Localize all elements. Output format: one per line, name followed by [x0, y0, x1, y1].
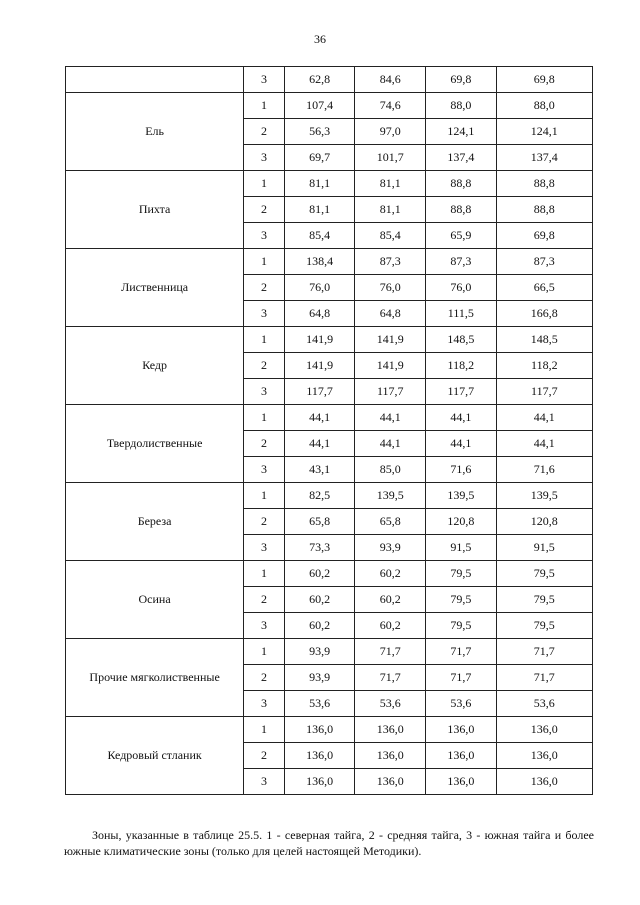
zone-cell: 1	[244, 249, 285, 275]
value-cell: 136,0	[426, 743, 497, 769]
value-cell: 141,9	[355, 327, 426, 353]
value-cell: 136,0	[496, 717, 592, 743]
species-cell: Пихта	[66, 171, 244, 249]
value-cell: 88,0	[426, 93, 497, 119]
value-cell: 64,8	[355, 301, 426, 327]
page-number: 36	[314, 32, 326, 46]
species-cell: Твердолиственные	[66, 405, 244, 483]
species-table	[65, 66, 593, 795]
value-cell: 117,7	[426, 379, 497, 405]
zone-cell: 3	[244, 223, 285, 249]
value-cell: 64,8	[284, 301, 355, 327]
value-cell: 82,5	[284, 483, 355, 509]
value-cell: 81,1	[355, 171, 426, 197]
zone-cell: 1	[244, 639, 285, 665]
zone-cell: 2	[244, 665, 285, 691]
value-cell: 65,8	[284, 509, 355, 535]
zone-cell: 1	[244, 483, 285, 509]
value-cell: 136,0	[426, 769, 497, 795]
value-cell: 60,2	[355, 587, 426, 613]
value-cell: 88,8	[426, 171, 497, 197]
zone-cell: 3	[244, 301, 285, 327]
zone-cell: 2	[244, 431, 285, 457]
zone-cell: 2	[244, 587, 285, 613]
value-cell: 79,5	[496, 613, 592, 639]
value-cell: 71,7	[426, 665, 497, 691]
value-cell: 44,1	[426, 405, 497, 431]
value-cell: 91,5	[426, 535, 497, 561]
zone-cell: 3	[244, 769, 285, 795]
value-cell: 69,8	[496, 223, 592, 249]
zone-cell: 2	[244, 509, 285, 535]
value-cell: 81,1	[284, 171, 355, 197]
value-cell: 43,1	[284, 457, 355, 483]
zone-cell: 1	[244, 93, 285, 119]
value-cell: 136,0	[496, 743, 592, 769]
value-cell: 60,2	[355, 561, 426, 587]
value-cell: 166,8	[496, 301, 592, 327]
value-cell: 117,7	[355, 379, 426, 405]
value-cell: 136,0	[496, 769, 592, 795]
value-cell: 71,7	[355, 639, 426, 665]
table-row	[66, 717, 593, 743]
table-row	[66, 483, 593, 509]
value-cell: 91,5	[496, 535, 592, 561]
value-cell: 136,0	[355, 743, 426, 769]
value-cell: 141,9	[284, 327, 355, 353]
value-cell: 73,3	[284, 535, 355, 561]
table-row	[66, 249, 593, 275]
zone-cell: 3	[244, 145, 285, 171]
value-cell: 120,8	[496, 509, 592, 535]
value-cell: 84,6	[355, 67, 426, 93]
value-cell: 139,5	[426, 483, 497, 509]
value-cell: 44,1	[426, 431, 497, 457]
zone-cell: 1	[244, 171, 285, 197]
table-row	[66, 171, 593, 197]
value-cell: 137,4	[496, 145, 592, 171]
value-cell: 85,0	[355, 457, 426, 483]
value-cell: 71,7	[496, 639, 592, 665]
species-cell: Лиственница	[66, 249, 244, 327]
value-cell: 65,9	[426, 223, 497, 249]
value-cell: 87,3	[496, 249, 592, 275]
value-cell: 81,1	[284, 197, 355, 223]
zone-cell: 3	[244, 613, 285, 639]
value-cell: 141,9	[355, 353, 426, 379]
table-row	[66, 639, 593, 665]
value-cell: 71,6	[426, 457, 497, 483]
zone-cell: 2	[244, 275, 285, 301]
value-cell: 60,2	[284, 587, 355, 613]
value-cell: 71,6	[496, 457, 592, 483]
value-cell: 79,5	[426, 613, 497, 639]
value-cell: 53,6	[284, 691, 355, 717]
value-cell: 136,0	[284, 743, 355, 769]
value-cell: 44,1	[355, 431, 426, 457]
value-cell: 74,6	[355, 93, 426, 119]
value-cell: 44,1	[496, 431, 592, 457]
zone-cell: 3	[244, 535, 285, 561]
value-cell: 56,3	[284, 119, 355, 145]
value-cell: 88,0	[496, 93, 592, 119]
value-cell: 136,0	[426, 717, 497, 743]
value-cell: 136,0	[284, 717, 355, 743]
value-cell: 79,5	[426, 561, 497, 587]
table-row	[66, 93, 593, 119]
value-cell: 87,3	[426, 249, 497, 275]
species-cell: Осина	[66, 561, 244, 639]
value-cell: 93,9	[355, 535, 426, 561]
zone-cell: 1	[244, 327, 285, 353]
value-cell: 71,7	[426, 639, 497, 665]
value-cell: 44,1	[284, 405, 355, 431]
value-cell: 53,6	[355, 691, 426, 717]
value-cell: 79,5	[426, 587, 497, 613]
value-cell: 69,8	[426, 67, 497, 93]
value-cell: 53,6	[426, 691, 497, 717]
table-row	[66, 561, 593, 587]
value-cell: 62,8	[284, 67, 355, 93]
table-row	[66, 405, 593, 431]
value-cell: 124,1	[426, 119, 497, 145]
value-cell: 139,5	[496, 483, 592, 509]
zone-cell: 2	[244, 743, 285, 769]
value-cell: 60,2	[284, 561, 355, 587]
value-cell: 93,9	[284, 639, 355, 665]
value-cell: 148,5	[426, 327, 497, 353]
value-cell: 137,4	[426, 145, 497, 171]
value-cell: 139,5	[355, 483, 426, 509]
value-cell: 118,2	[426, 353, 497, 379]
value-cell: 69,7	[284, 145, 355, 171]
zone-cell: 2	[244, 119, 285, 145]
zone-cell: 3	[244, 379, 285, 405]
value-cell: 53,6	[496, 691, 592, 717]
value-cell: 124,1	[496, 119, 592, 145]
value-cell: 138,4	[284, 249, 355, 275]
value-cell: 85,4	[284, 223, 355, 249]
value-cell: 111,5	[426, 301, 497, 327]
value-cell: 76,0	[284, 275, 355, 301]
value-cell: 136,0	[284, 769, 355, 795]
value-cell: 44,1	[496, 405, 592, 431]
value-cell: 136,0	[355, 769, 426, 795]
footnote: Зоны, указанные в таблице 25.5. 1 - северная тайга, 2 - средняя тайга, 3 - южная тайга и более южные климатические зоны (только для целей настоящей Методики).	[64, 828, 594, 858]
value-cell: 141,9	[284, 353, 355, 379]
zone-cell: 2	[244, 197, 285, 223]
value-cell: 81,1	[355, 197, 426, 223]
value-cell: 88,8	[496, 171, 592, 197]
value-cell: 97,0	[355, 119, 426, 145]
zone-cell: 2	[244, 353, 285, 379]
zone-cell: 3	[244, 67, 285, 93]
value-cell: 93,9	[284, 665, 355, 691]
value-cell: 118,2	[496, 353, 592, 379]
value-cell: 85,4	[355, 223, 426, 249]
value-cell: 79,5	[496, 587, 592, 613]
species-cell: Кедр	[66, 327, 244, 405]
value-cell: 65,8	[355, 509, 426, 535]
species-cell: Прочие мягколиственные	[66, 639, 244, 717]
zone-cell: 3	[244, 457, 285, 483]
value-cell: 44,1	[284, 431, 355, 457]
value-cell: 71,7	[496, 665, 592, 691]
species-cell	[66, 67, 244, 93]
value-cell: 66,5	[496, 275, 592, 301]
zone-cell: 1	[244, 405, 285, 431]
table-body	[66, 67, 593, 795]
value-cell: 136,0	[355, 717, 426, 743]
value-cell: 79,5	[496, 561, 592, 587]
value-cell: 117,7	[496, 379, 592, 405]
species-cell: Ель	[66, 93, 244, 171]
value-cell: 87,3	[355, 249, 426, 275]
value-cell: 88,8	[496, 197, 592, 223]
zone-cell: 3	[244, 691, 285, 717]
value-cell: 120,8	[426, 509, 497, 535]
zone-cell: 1	[244, 717, 285, 743]
value-cell: 71,7	[355, 665, 426, 691]
table-row	[66, 67, 593, 93]
value-cell: 60,2	[355, 613, 426, 639]
value-cell: 148,5	[496, 327, 592, 353]
table-row	[66, 327, 593, 353]
value-cell: 101,7	[355, 145, 426, 171]
value-cell: 88,8	[426, 197, 497, 223]
value-cell: 117,7	[284, 379, 355, 405]
value-cell: 107,4	[284, 93, 355, 119]
species-cell: Береза	[66, 483, 244, 561]
species-cell: Кедровый стланик	[66, 717, 244, 795]
value-cell: 69,8	[496, 67, 592, 93]
zone-cell: 1	[244, 561, 285, 587]
value-cell: 76,0	[426, 275, 497, 301]
value-cell: 44,1	[355, 405, 426, 431]
value-cell: 76,0	[355, 275, 426, 301]
value-cell: 60,2	[284, 613, 355, 639]
